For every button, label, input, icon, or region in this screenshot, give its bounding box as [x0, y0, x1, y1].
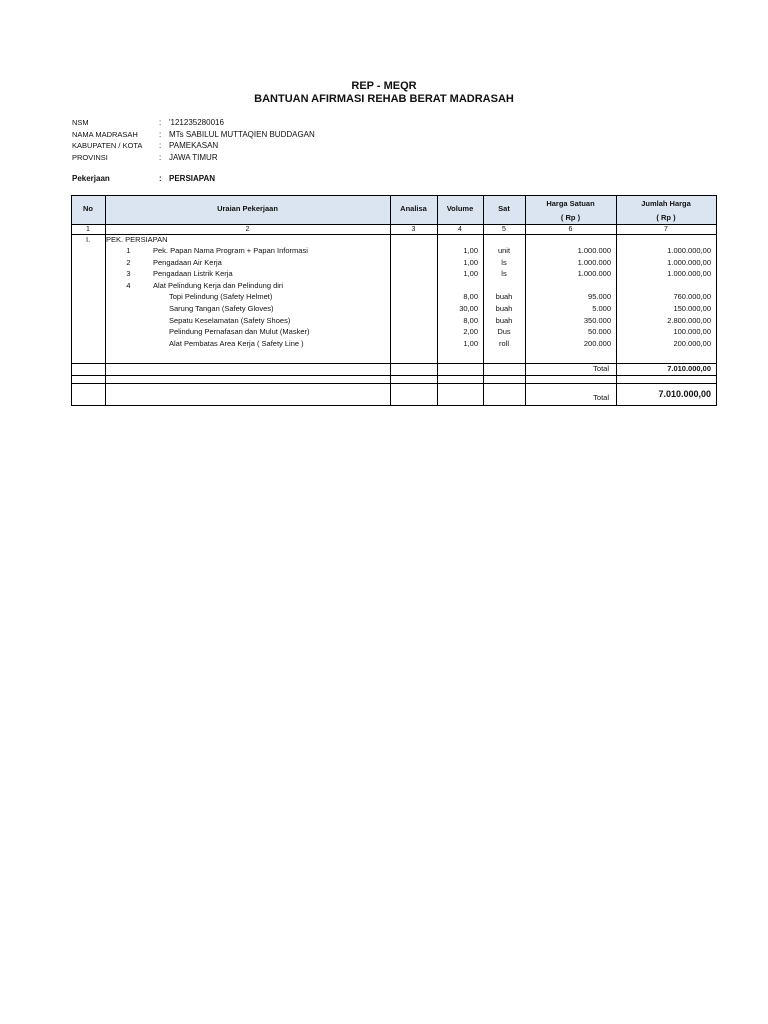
- report-subtitle: BANTUAN AFIRMASI REHAB BERAT MADRASAH: [254, 93, 514, 105]
- item-volume: 8,00: [463, 315, 478, 325]
- section-name: PEK. PERSIAPAN: [106, 235, 168, 244]
- item-volume: 2,00: [463, 327, 478, 337]
- table-subtotal-divider: [71, 375, 717, 376]
- rab-table: [71, 195, 717, 406]
- item-unit: Dus: [497, 327, 511, 337]
- item-unit: buah: [495, 292, 513, 302]
- colnum-1: 1: [86, 225, 90, 233]
- table-border-right: [716, 195, 717, 405]
- colnum-2: 2: [245, 225, 250, 233]
- item-number: 4: [126, 280, 131, 290]
- info-value: '121235280016: [169, 118, 224, 127]
- header-analisa: Analisa: [400, 204, 427, 213]
- item-unit-price: 200.000: [583, 338, 611, 348]
- item-unit-price: 5.000: [592, 304, 611, 313]
- item-description: Sarung Tangan (Safety Gloves): [169, 304, 274, 313]
- colnum-7: 7: [664, 225, 668, 233]
- header-jumlah-harga: Jumlah Harga: [641, 199, 691, 208]
- info-label: NAMA MADRASAH: [72, 129, 138, 139]
- subtotal-label: Total: [593, 364, 609, 373]
- pekerjaan-line: [72, 174, 216, 183]
- item-unit-price: 95.000: [588, 292, 611, 302]
- item-volume: 1,00: [463, 257, 478, 267]
- item-total: 200.000,00: [673, 338, 711, 348]
- header-harga-unit: ( Rp ): [560, 213, 581, 222]
- item-total: 150.000,00: [673, 304, 711, 313]
- item-description: Alat Pelindung Kerja dan Pelindung diri: [153, 280, 284, 290]
- item-unit: ls: [501, 269, 507, 279]
- info-value: MTs SABILUL MUTTAQIEN BUDDAGAN: [169, 129, 315, 139]
- item-volume: 30,00: [459, 304, 478, 313]
- info-label: PROVINSI: [72, 152, 108, 162]
- item-total: 760.000,00: [673, 292, 711, 302]
- item-unit-price: 1.000.000: [577, 257, 611, 267]
- info-value: PAMEKASAN: [169, 141, 219, 150]
- item-description: Pelindung Pernafasan dan Mulut (Masker): [169, 327, 310, 337]
- info-colon: :: [159, 129, 162, 139]
- item-total: 1.000.000,00: [667, 257, 711, 267]
- header-harga-satuan: Harga Satuan: [546, 199, 595, 208]
- table-border-bottom: [71, 405, 717, 406]
- section-number: I.: [86, 235, 91, 244]
- info-label: KABUPATEN / KOTA: [72, 141, 143, 150]
- pekerjaan-colon: :: [159, 174, 162, 183]
- item-description: Pek. Papan Nama Program + Papan Informasi: [153, 246, 308, 255]
- report-title: REP - MEQR: [351, 80, 417, 92]
- colnum-3: 3: [411, 225, 416, 233]
- item-volume: 1,00: [463, 338, 478, 348]
- header-sat: Sat: [498, 204, 510, 213]
- grand-total-value: 7.010.000,00: [658, 389, 711, 399]
- info-colon: :: [159, 141, 162, 150]
- item-number: 2: [126, 257, 131, 267]
- header-jumlah-unit: ( Rp ): [656, 213, 676, 222]
- pekerjaan-value: PERSIAPAN: [169, 174, 216, 183]
- item-total: 100.000,00: [673, 327, 711, 337]
- info-value: JAWA TIMUR: [169, 152, 218, 162]
- item-volume: 1,00: [463, 246, 478, 255]
- item-description: Alat Pembatas Area Kerja ( Safety Line ): [169, 338, 304, 348]
- item-unit-price: 350.000: [583, 315, 611, 325]
- item-description: Sepatu Keselamatan (Safety Shoes): [169, 315, 291, 325]
- info-colon: :: [159, 152, 162, 162]
- grand-total-label: Total: [593, 393, 609, 402]
- item-volume: 8,00: [463, 292, 478, 302]
- item-unit: buah: [495, 304, 513, 313]
- item-total: 2.800.000,00: [667, 315, 711, 325]
- item-volume: 1,00: [463, 269, 478, 279]
- item-unit-price: 50.000: [588, 327, 611, 337]
- item-unit: buah: [495, 315, 513, 325]
- table-border-top: [71, 195, 717, 196]
- info-colon: :: [159, 118, 162, 127]
- item-unit: ls: [501, 257, 507, 267]
- item-unit: unit: [497, 246, 511, 255]
- header-no: No: [83, 204, 93, 213]
- colnum-4: 4: [458, 225, 462, 233]
- item-number: 1: [126, 246, 131, 255]
- item-total: 1.000.000,00: [667, 269, 711, 279]
- item-description: Pengadaan Listrik Kerja: [153, 269, 233, 279]
- item-description: Pengadaan Air Kerja: [153, 257, 222, 267]
- item-number: 3: [126, 269, 131, 279]
- pekerjaan-label: Pekerjaan: [72, 174, 110, 183]
- item-description: Topi Pelindung (Safety Helmet): [169, 292, 273, 302]
- colnum-5: 5: [502, 225, 506, 233]
- table-empty-divider: [71, 383, 717, 384]
- subtotal-value: 7.010.000,00: [667, 364, 711, 373]
- item-unit-price: 1.000.000: [577, 246, 611, 255]
- header-volume: Volume: [446, 204, 474, 213]
- header-uraian: Uraian Pekerjaan: [217, 204, 278, 213]
- item-total: 1.000.000,00: [667, 246, 711, 255]
- colnum-6: 6: [568, 225, 573, 233]
- item-unit-price: 1.000.000: [577, 269, 611, 279]
- info-label: NSM: [72, 118, 89, 127]
- item-unit: roll: [498, 338, 509, 348]
